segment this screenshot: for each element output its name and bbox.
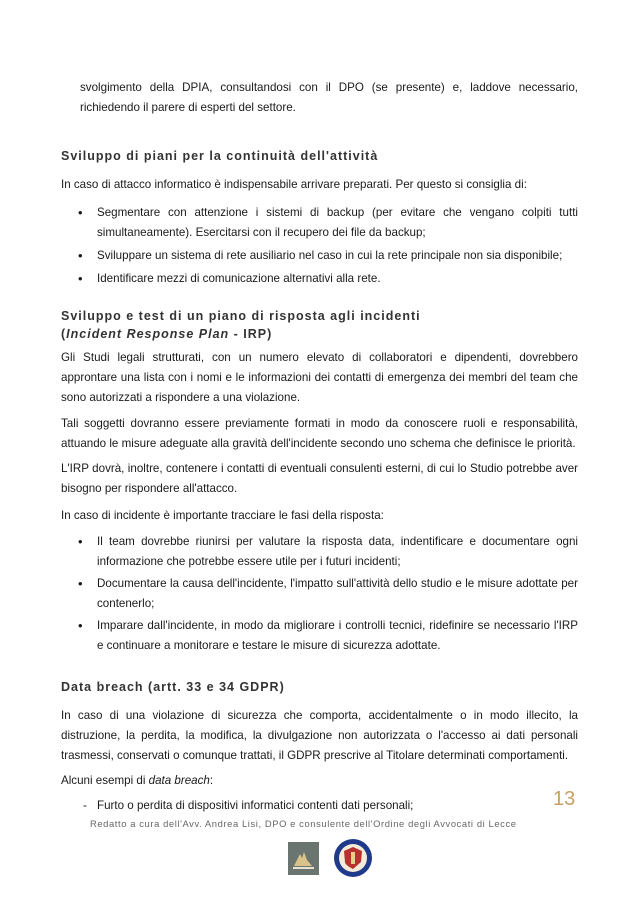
data-breach-examples-list: [61, 796, 531, 816]
examples-lead-text: Alcuni esempi di: [61, 774, 149, 787]
bar-association-seal-icon: [333, 838, 373, 878]
list-item: • Sviluppare un sistema di rete ausiliario nel caso in cui la rete principale non sia disponibile;: [61, 246, 578, 266]
irp-paragraph-1: Gli Studi legali strutturati, con un numero elevato di collaboratori e dipendenti, dovrebbero approntare una lista con i nomi e le informazioni dei contatti di emergenza dei membri del team che sono autorizzati a rispondere a una violazione.: [61, 351, 578, 404]
data-breach-examples-lead: [61, 771, 578, 791]
list-item: • Il team dovrebbe riunirsi per valutare la risposta data, indentificare e documentare ogni informazione che potrebbe essere utile per i futuri incidenti;: [61, 532, 578, 572]
list-item: - Furto o perdita di dispositivi informatici contenti dati personali;: [61, 796, 531, 816]
data-breach-paragraph: In caso di una violazione di sicurezza che comporta, accidentalmente o in modo illecito, la distruzione, la perdita, la modifica, la divulgazione non autorizzata o l'accesso ai dati personali trasmessi, conservati o comunque trattati, il GDPR prescrive al Titolare determinati comportamenti.: [61, 709, 578, 762]
section-continuity-lead: In caso di attacco informatico è indispensabile arrivare preparati. Per questo si consiglia di:: [61, 178, 527, 191]
section-subheading-irp: [61, 327, 272, 341]
page-footer: Redatto a cura dell'Avv. Andrea Lisi, DPO e consulente dell'Ordine degli Avvocati di Lecce: [90, 818, 517, 829]
subheading-italic: Incident Response Plan: [66, 327, 230, 341]
section-heading-continuity: Sviluppo di piani per la continuità dell'attività: [61, 149, 379, 163]
list-item: • Segmentare con attenzione i sistemi di backup (per evitare che vengano colpiti tutti simultaneamente). Esercitarsi con il recupero dei file da backup;: [61, 203, 578, 243]
list-item: • Imparare dall'incidente, in modo da migliorare i controlli tecnici, ridefinire se necessario l'IRP e continuare a monitorare e testare le misure di sicurezza adottate.: [61, 616, 578, 656]
page-number: 13: [553, 788, 576, 810]
irp-bullet-list: [61, 532, 578, 656]
irp-paragraph-2: Tali soggetti dovranno essere previamente formati in modo da conoscere ruoli e responsabilità, attuando le misure adeguate alla gravità dell'incidente secondo uno schema che definisce le priorità.: [61, 417, 578, 450]
examples-italic: data breach: [148, 774, 210, 787]
section-heading-data-breach: Data breach (artt. 33 e 34 GDPR): [61, 680, 285, 694]
list-item: • Documentare la causa dell'incidente, l'impatto sull'attività dello studio e le misure adottate per contenerlo;: [61, 574, 578, 614]
examples-colon: :: [209, 774, 214, 787]
continuation-paragraph: svolgimento della DPIA, consultandosi con il DPO (se presente) e, laddove necessario, richiedendo il parere di esperti del settore.: [80, 81, 578, 114]
firm-logo: [288, 842, 319, 875]
subheading-open: (: [61, 327, 67, 341]
irp-paragraph-3: L'IRP dovrà, inoltre, contenere i contatti di eventuali consulenti esterni, di cui lo Studio potrebbe aver bisogno per rispondere all'attacco.: [61, 462, 578, 495]
subheading-rest: - IRP): [229, 327, 273, 341]
section-heading-irp: Sviluppo e test di un piano di risposta agli incidenti: [61, 309, 421, 323]
continuity-bullet-list: [61, 203, 578, 289]
list-item: • Identificare mezzi di comunicazione alternativi alla rete.: [61, 269, 578, 289]
irp-paragraph-4: In caso di incidente è importante tracciare le fasi della risposta:: [61, 509, 384, 522]
